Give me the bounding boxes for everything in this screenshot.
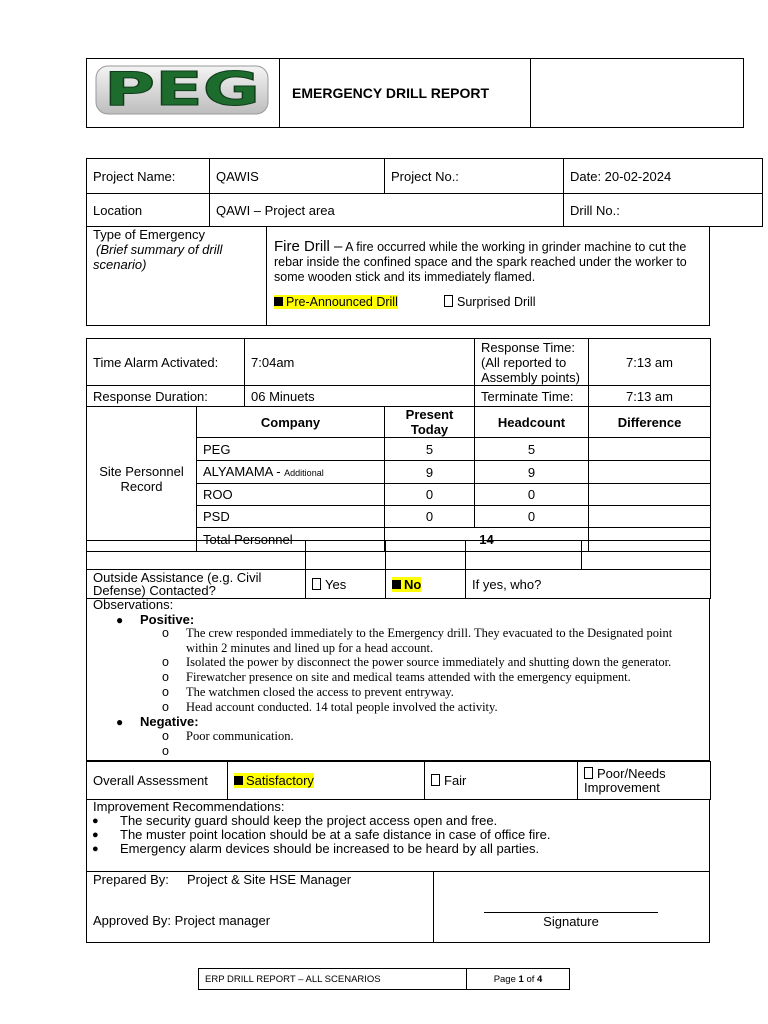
col-header-company: Company [197,407,385,438]
emergency-type-sub: (Brief summary of drill scenario) [93,242,223,272]
location-label: Location [87,194,210,227]
prepared-by-label: Prepared By: [93,872,169,887]
recommendation-item: Emergency alarm devices should be increased to be heard by all parties. [120,841,540,856]
footer-table [198,968,570,990]
fair-label: Fair [444,773,467,788]
present-cell: 9 [385,461,475,484]
difference-cell [589,438,711,461]
terminate-value: 7:13 am [589,386,711,407]
difference-cell [589,461,711,484]
surprised-label: Surprised Drill [457,295,536,309]
prepared-by-value: Project & Site HSE Manager [187,872,352,887]
difference-cell [589,506,711,528]
headcount-cell: 0 [475,506,589,528]
header-blank-cell [531,59,744,128]
sub-bullet-icon: o [162,700,169,714]
recommendation-item: The security guard should keep the project access open and free. [120,813,498,828]
signature-label: Signature [543,914,599,929]
positive-item: Head account conducted. 14 total people involved the activity. [186,700,498,714]
difference-cell [589,484,711,506]
positive-item: Isolated the power by disconnect the power source immediately and shutting down the generator. [186,655,672,669]
observations-label: Observations: [93,597,174,612]
satisfactory-option[interactable] [228,762,425,800]
company-cell: ROO [197,484,385,506]
total-value: 14 [385,528,589,552]
unchecked-box-icon [431,774,440,786]
sub-bullet-icon: o [162,655,169,669]
blank-cell [386,541,466,570]
sub-bullet-icon: o [162,685,169,699]
assistance-table [86,540,711,599]
response-time-value: 7:13 am [589,339,711,386]
recommendations-label: Improvement Recommendations: [93,799,285,814]
checked-box-icon [274,297,283,306]
pre-announced-option[interactable] [274,295,398,309]
site-personnel-label: Site Personnel Record [87,407,197,552]
footer-doc-name: ERP DRILL REPORT – ALL SCENARIOS [199,969,467,990]
satisfactory-label: Satisfactory [246,773,314,788]
header-table [86,58,744,128]
negative-label: Negative: [140,714,199,729]
location-value: QAWI – Project area [210,194,564,227]
duration-label: Response Duration: [87,386,245,407]
col-header-difference: Difference [589,407,711,438]
yes-label: Yes [325,576,347,592]
recommendation-bullet-icon: ● [92,829,99,841]
company-cell: PSD [197,506,385,528]
blank-cell [582,541,711,570]
company-note: Additional [284,467,324,478]
response-time-label: Response Time: (All reported to Assembly points) [475,339,589,386]
company-name: ALYAMAMA - [203,463,281,479]
project-name-label: Project Name: [87,159,210,194]
date-value: Date: 20-02-2024 [564,159,763,194]
blank-cell [87,541,306,570]
headcount-cell: 0 [475,484,589,506]
positive-label: Positive: [140,612,195,627]
sub-bullet-icon: o [162,744,169,758]
emergency-summary [274,239,694,285]
unchecked-box-icon [444,295,453,307]
signoff-box [86,871,710,943]
assistance-label: Outside Assistance (e.g. Civil Defense) Contacted? [87,570,306,599]
checked-box-icon [234,776,243,785]
headcount-cell: 9 [475,461,589,484]
logo-cell [87,59,280,128]
sub-bullet-icon: o [162,670,169,684]
company-cell [197,461,385,484]
no-label: No [404,576,422,592]
present-cell: 0 [385,484,475,506]
peg-logo [87,59,277,124]
col-header-present: Present Today [385,407,475,438]
approved-by: Approved By: Project manager [93,913,271,928]
negative-bullet: ● [116,715,124,729]
assessment-label: Overall Assessment [87,762,228,800]
headcount-cell: 5 [475,438,589,461]
surprised-option[interactable] [444,295,536,309]
recommendation-item: The muster point location should be at a safe distance in case of office fire. [120,827,551,842]
assessment-table [86,761,711,800]
positive-item: The watchmen closed the access to prevent entryway. [186,685,454,699]
negative-item: Poor communication. [186,729,294,743]
alarm-label: Time Alarm Activated: [87,339,245,386]
duration-value: 06 Minuets [245,386,475,407]
assistance-who-label: If yes, who? [466,570,711,599]
sub-bullet-icon: o [162,729,169,743]
poor-option[interactable] [578,762,711,800]
assistance-yes-option[interactable] [306,570,386,599]
positive-item: The crew responded immediately to the Emergency drill. They evacuated to the Designated point within 2 minutes and lined up for a head account. [186,626,673,655]
company-cell: PEG [197,438,385,461]
project-table [86,158,763,227]
positive-item: Firewatcher presence on site and medical teams attended with the emergency equipment. [186,670,631,684]
blank-cell [306,541,386,570]
checked-box-icon [392,580,401,589]
signature-line[interactable] [484,912,658,913]
footer-page-number: Page 1 of 4 [467,969,570,990]
positive-bullet: ● [116,613,124,627]
drill-no-label: Drill No.: [564,194,763,227]
signoff-divider [433,871,434,943]
report-title: EMERGENCY DRILL REPORT [280,59,531,128]
present-cell: 5 [385,438,475,461]
total-label: Total Personnel [197,528,385,552]
recommendation-bullet-icon: ● [92,843,99,855]
fair-option[interactable] [425,762,578,800]
blank-cell [466,541,582,570]
svg-text:PEG: PEG [104,62,260,116]
project-name-value: QAWIS [210,159,385,194]
sub-bullet-icon: o [162,626,169,640]
emergency-divider [266,226,267,326]
drill-type-title: Fire Drill – [274,238,343,255]
emergency-type-label: Type of Emergency [93,227,205,242]
pre-announced-label: Pre-Announced Drill [286,295,398,309]
timing-personnel-table [86,338,711,552]
project-no-label: Project No.: [385,159,564,194]
terminate-label: Terminate Time: [475,386,589,407]
unchecked-box-icon [312,578,321,590]
poor-label: Poor/Needs Improvement [584,765,666,795]
present-cell: 0 [385,506,475,528]
col-header-headcount: Headcount [475,407,589,438]
unchecked-box-icon [584,767,593,779]
assistance-no-option[interactable] [386,570,466,599]
alarm-value: 7:04am [245,339,475,386]
drill-summary-text: A fire occurred while the working in grinder machine to cut the rebar inside the confined space and the spark reached under the worker to some wooden stick and its immediately flamed. [274,240,687,284]
recommendation-bullet-icon: ● [92,815,99,827]
